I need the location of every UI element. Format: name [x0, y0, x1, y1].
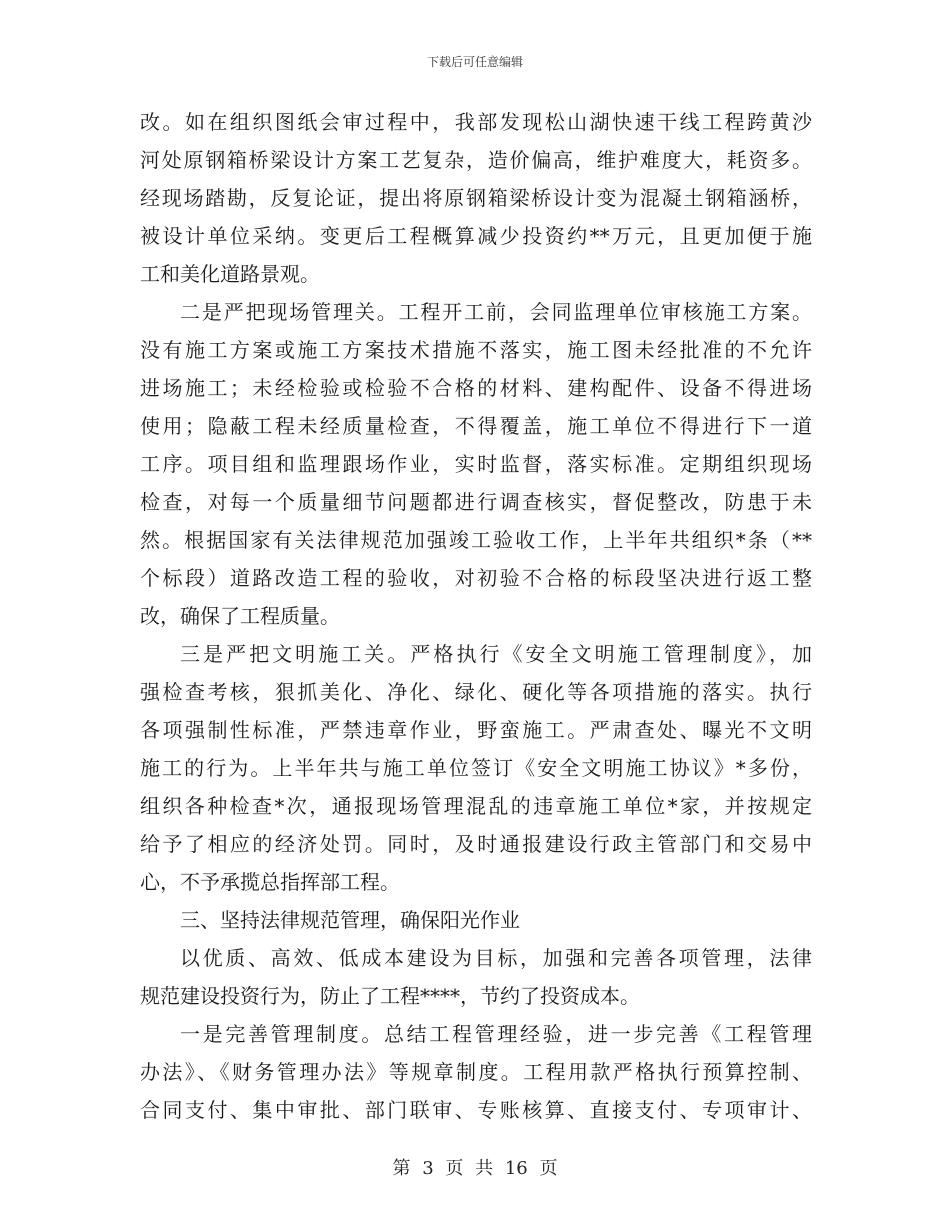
text-line: 工和美化道路景观。: [140, 262, 320, 286]
text-line: 检查，对每一个质量细节问题都进行调查核实，督促整改，防患于未: [140, 490, 812, 514]
text-line: 没有施工方案或施工方案技术措施不落实，施工图未经批准的不允许: [140, 338, 812, 362]
text-line: 一是完善管理制度。总结工程管理经验，进一步完善《工程管理: [180, 1022, 812, 1046]
page-footer: 第 3 页 共 16 页: [392, 1158, 558, 1179]
text-line: 被设计单位采纳。变更后工程概算减少投资约**万元，且更加便于施: [140, 224, 812, 248]
text-line: 改，确保了工程质量。: [140, 604, 340, 628]
text-line: 使用；隐蔽工程未经质量检查，不得覆盖，施工单位不得进行下一道: [140, 414, 812, 438]
text-line: 组织各种检查*次，通报现场管理混乱的违章施工单位*家，并按规定: [140, 794, 812, 818]
text-line: 办法》、《财务管理办法》等规章制度。工程用款严格执行预算控制、: [140, 1060, 812, 1084]
text-line: 进场施工；未经检验或检验不合格的材料、建构配件、设备不得进场: [140, 376, 812, 400]
text-line: 三、坚持法律规范管理，确保阳光作业: [180, 908, 520, 932]
text-line: 强检查考核，狠抓美化、净化、绿化、硬化等各项措施的落实。执行: [140, 680, 812, 704]
text-line: 工序。项目组和监理跟场作业，实时监督，落实标准。定期组织现场: [140, 452, 812, 476]
text-line: 合同支付、集中审批、部门联审、专账核算、直接支付、专项审计、: [140, 1098, 812, 1122]
text-line: 三是严把文明施工关。严格执行《安全文明施工管理制度》，加: [180, 642, 812, 666]
text-line: 改。如在组织图纸会审过程中，我部发现松山湖快速干线工程跨黄沙: [140, 110, 812, 134]
text-line: 施工的行为。上半年共与施工单位签订《安全文明施工协议》*多份，: [140, 756, 812, 780]
text-line: 二是严把现场管理关。工程开工前，会同监理单位审核施工方案。: [180, 300, 812, 324]
text-line: 各项强制性标准，严禁违章作业，野蛮施工。严肃查处、曝光不文明: [140, 718, 812, 742]
text-line: 经现场踏勘，反复论证，提出将原钢箱梁桥设计变为混凝土钢箱涵桥，: [140, 186, 812, 210]
text-line: 规范建设投资行为，防止了工程****，节约了投资成本。: [140, 984, 640, 1008]
text-line: 给予了相应的经济处罚。同时，及时通报建设行政主管部门和交易中: [140, 832, 812, 856]
text-line: 心，不予承揽总指挥部工程。: [140, 870, 400, 894]
text-line: 以优质、高效、低成本建设为目标，加强和完善各项管理，法律: [180, 946, 812, 970]
body-text: [140, 103, 812, 1129]
text-line: 河处原钢箱桥梁设计方案工艺复杂，造价偏高，维护难度大，耗资多。: [140, 148, 812, 172]
text-line: 然。根据国家有关法律规范加强竣工验收工作，上半年共组织*条（**: [140, 528, 812, 552]
text-line: 个标段）道路改造工程的验收，对初验不合格的标段坚决进行返工整: [140, 566, 812, 590]
page-header: 下载后可任意编辑: [426, 55, 523, 69]
